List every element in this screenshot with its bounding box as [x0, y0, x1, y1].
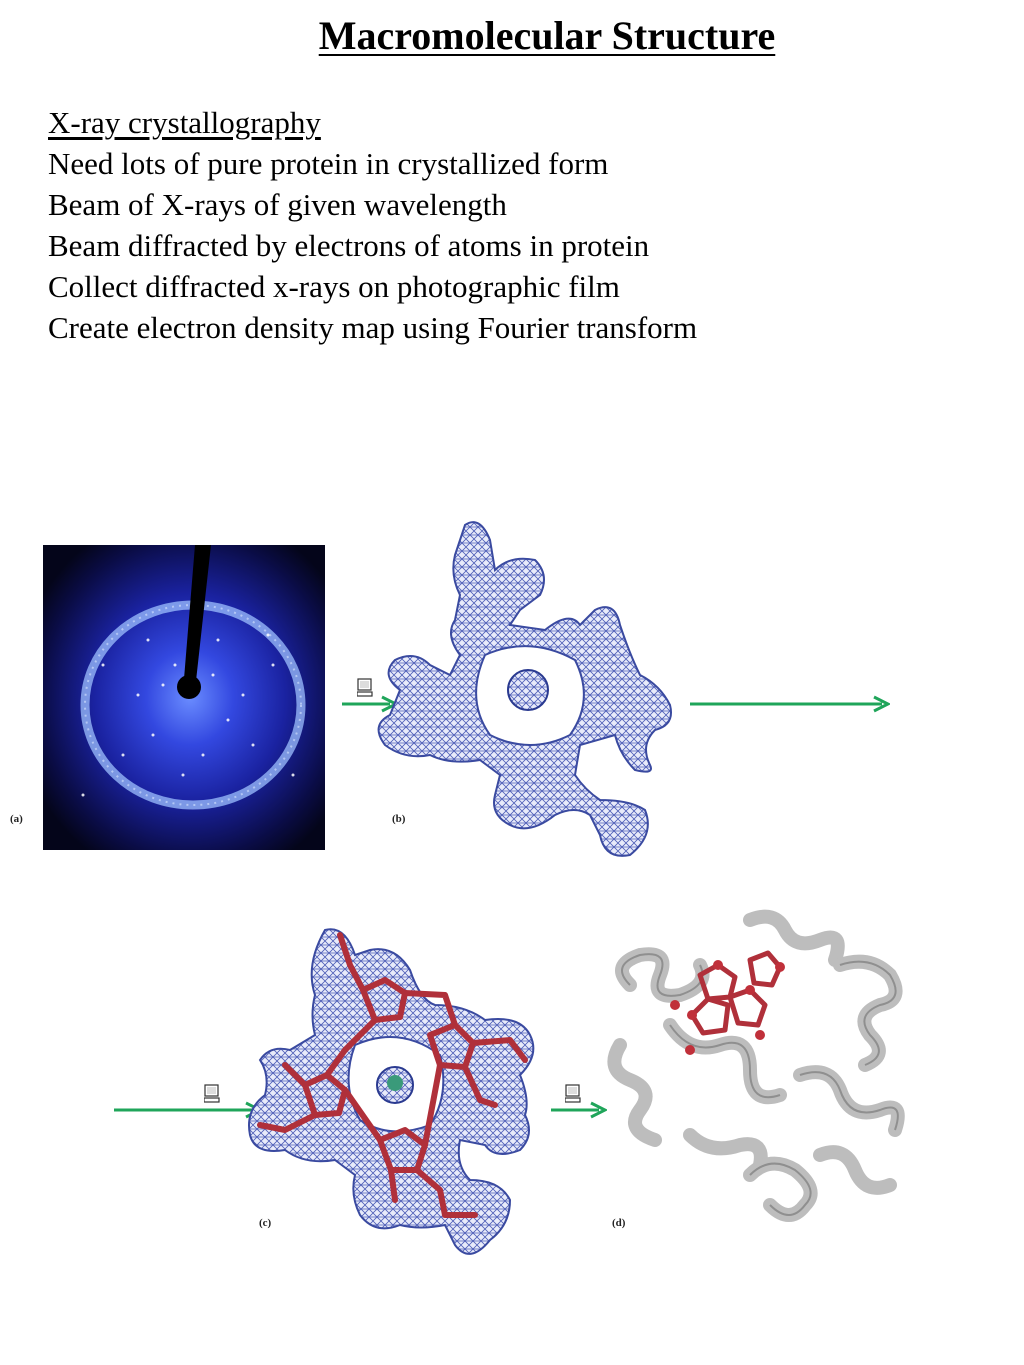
bullet-line-4: Collect diffracted x-rays on photographic film: [48, 269, 620, 304]
bullet-line-2: Beam of X-rays of given wavelength: [48, 187, 507, 222]
slide-title: Macromolecular Structure: [318, 13, 776, 58]
panel-label-d: (d): [612, 1217, 626, 1229]
arrow-into-c: [114, 1100, 262, 1120]
computer-icon: [204, 1084, 220, 1104]
bullet-line-3: Beam diffracted by electrons of atoms in protein: [48, 228, 650, 263]
panel-label-a: (a): [10, 813, 23, 825]
section-heading: X-ray crystallography: [48, 105, 321, 140]
protein-ribbon-model-image: [600, 905, 915, 1250]
arrow-b-to-c: [690, 694, 890, 714]
bullet-line-5: Create electron density map using Fourier transform: [48, 310, 698, 345]
fitted-model-density-image: [245, 925, 545, 1265]
panel-label-c: (c): [259, 1217, 272, 1229]
arrow-c-to-d: [551, 1100, 607, 1120]
slide-body: [48, 102, 697, 348]
electron-density-map-image: [370, 515, 690, 865]
diffraction-pattern-image: [43, 545, 325, 850]
bullet-line-1: Need lots of pure protein in crystallized form: [48, 146, 609, 181]
panel-label-b: (b): [392, 813, 406, 825]
